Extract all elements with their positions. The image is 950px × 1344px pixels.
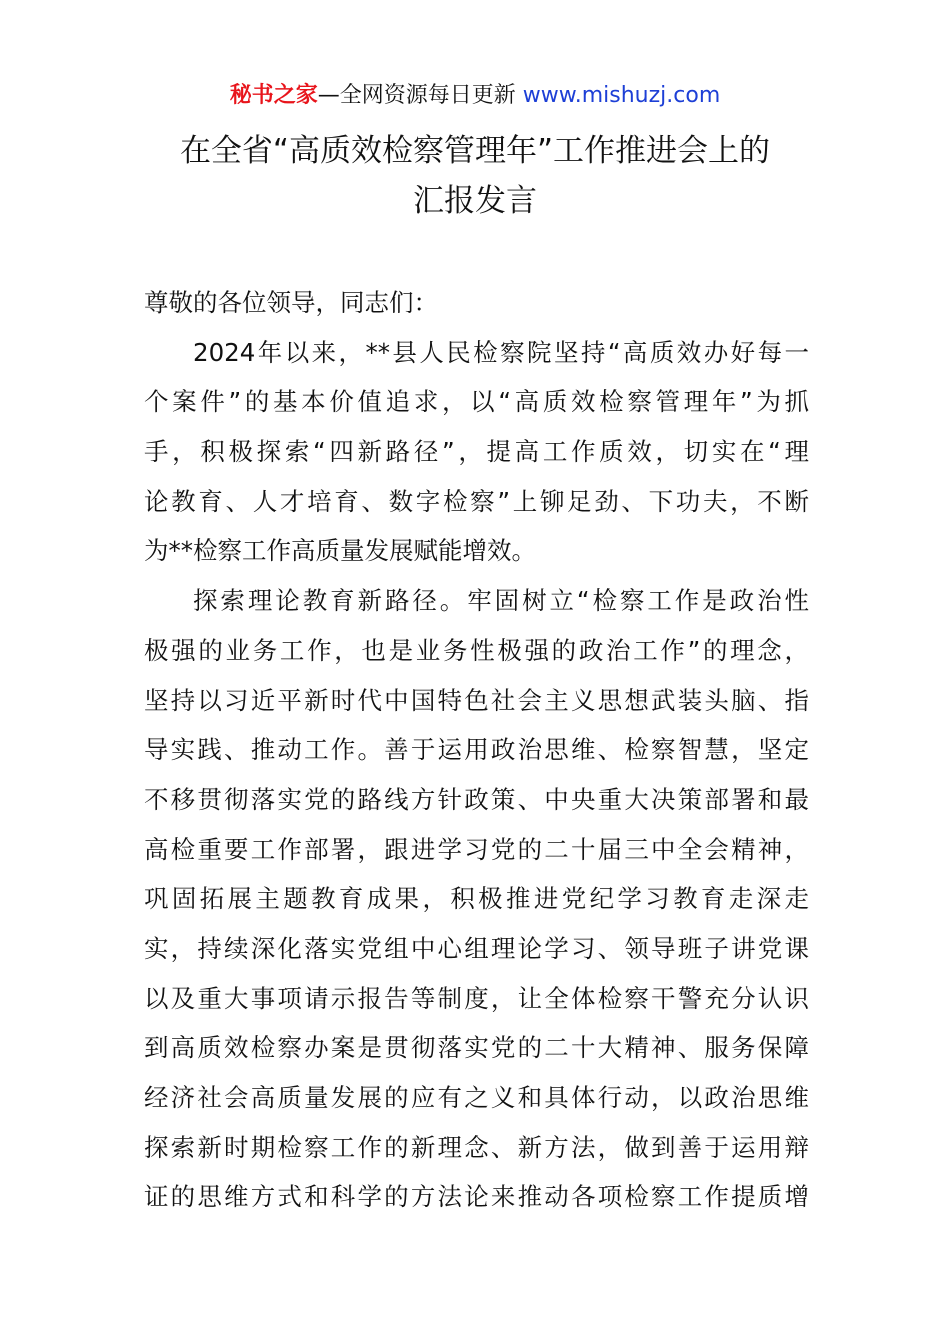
salutation: 尊敬的各位领导，同志们：: [144, 288, 438, 317]
paragraph-2-line: 到高质效检察办案是贯彻落实党的二十大精神、服务保障: [144, 1033, 809, 1063]
paragraph-1-line: 论教育、人才培育、数字检察”上铆足劲、下功夫，不断: [144, 486, 809, 516]
paragraph-2-line: 探索理论教育新路径。牢固树立“检察工作是政治性: [193, 586, 809, 616]
site-tagline: —全网资源每日更新: [317, 83, 523, 108]
document-title: [0, 126, 950, 226]
paragraph-2-line: 不移贯彻落实党的路线方针政策、中央重大决策部署和最: [144, 784, 809, 814]
title-line-1: 在全省“高质效检察管理年”工作推进会上的: [179, 133, 771, 169]
paragraph-1-line: 个案件”的基本价值追求，以“高质效检察管理年”为抓: [144, 387, 809, 417]
site-url-link[interactable]: www.mishuzj.com: [522, 83, 721, 108]
paragraph-2-line: 证的思维方式和科学的方法论来推动各项检察工作提质增: [144, 1182, 809, 1212]
paragraph-2-line: 坚持以习近平新时代中国特色社会主义思想武装头脑、指: [144, 685, 809, 715]
site-brand: 秘书之家: [229, 83, 318, 108]
paragraph-1-line: 为**检察工作高质量发展赋能增效。: [144, 536, 536, 566]
paragraph-2-line: 巩固拓展主题教育成果，积极推进党纪学习教育走深走: [144, 884, 809, 914]
paragraph-2-line: 高检重要工作部署，跟进学习党的二十届三中全会精神，: [144, 834, 809, 864]
paragraph-2-line: 经济社会高质量发展的应有之义和具体行动，以政治思维: [144, 1083, 809, 1112]
paragraph-2-line: 导实践、推动工作。善于运用政治思维、检察智慧，坚定: [144, 735, 809, 765]
paragraph-1-line: 2024年以来，**县人民检察院坚持“高质效办好每一: [193, 337, 809, 367]
document-body: [144, 278, 809, 1222]
paragraph-2-line: 极强的业务工作，也是业务性极强的政治工作”的理念，: [144, 635, 809, 665]
paragraph-1-line: 手，积极探索“四新路径”，提高工作质效，切实在“理: [144, 437, 809, 467]
paragraph-2-line: 探索新时期检察工作的新理念、新方法，做到善于运用辩: [144, 1132, 809, 1162]
paragraph-2-line: 以及重大事项请示报告等制度，让全体检察干警充分认识: [144, 983, 809, 1013]
paragraph-2-line: 实，持续深化落实党组中心组理论学习、领导班子讲党课: [144, 933, 809, 963]
site-header: [0, 82, 950, 110]
title-line-2: 汇报发言: [413, 183, 537, 219]
